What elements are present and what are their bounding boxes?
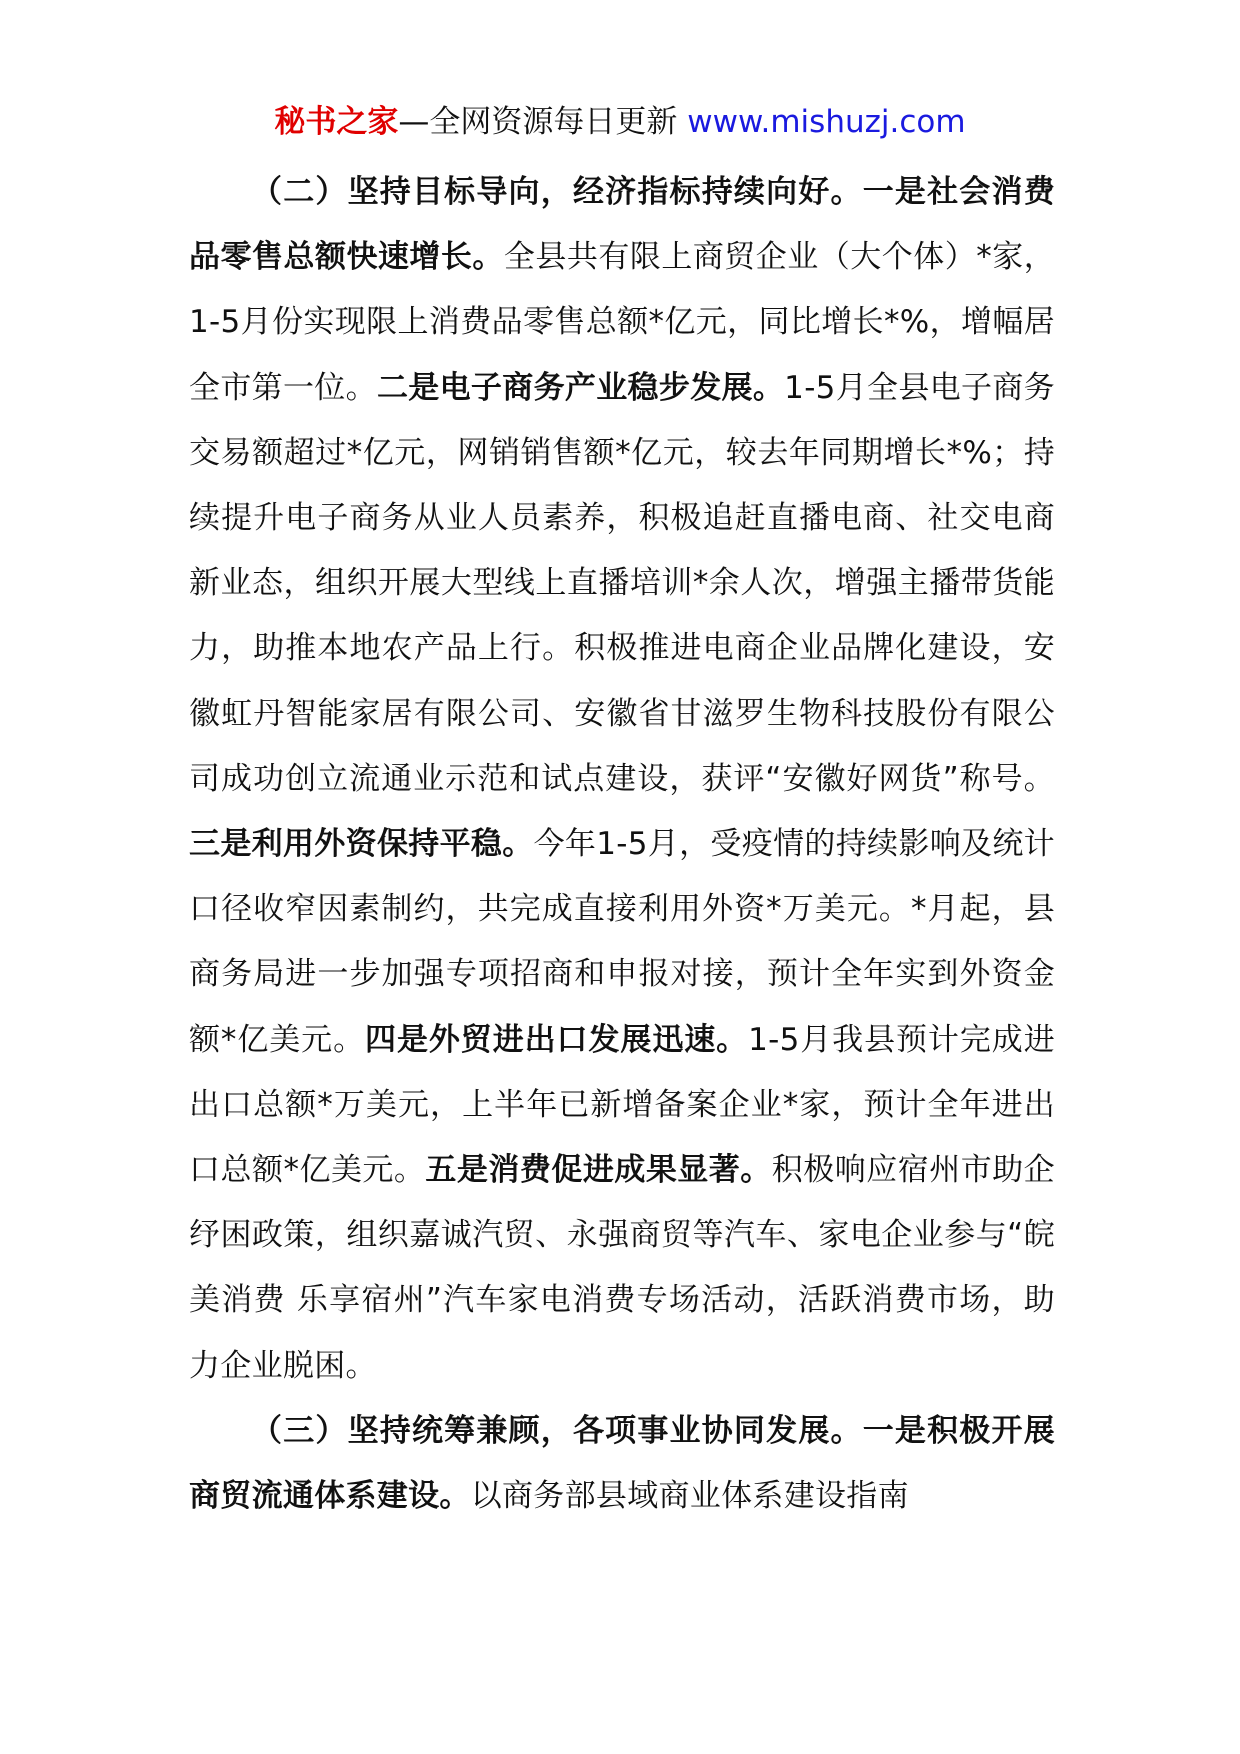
- document-body: [189, 160, 1055, 1529]
- paragraph-section-3: [189, 1399, 1055, 1529]
- point-body-4: 1-5月我县预计完成进出口总额*万美元，上半年已新增备案企业*家，预计全年进出口总额*亿美元。: [189, 1021, 1055, 1189]
- point-heading-3: 三是利用外资保持平稳。: [189, 826, 534, 863]
- point-heading-2: 二是电子商务产业稳步发展。: [376, 369, 785, 406]
- point-heading-4: 四是外贸进出口发展迅速。: [365, 1021, 749, 1058]
- point-body-3-1: 以商务部县域商业体系建设指南: [470, 1478, 909, 1515]
- paragraph-section-2: [189, 160, 1055, 1399]
- point-body-5: 积极响应宿州市助企纾困政策，组织嘉诚汽贸、永强商贸等汽车、家电企业参与“皖美消费 乐享宿州”汽车家电消费专场活动，活跃消费市场，助力企业脱困。: [189, 1152, 1055, 1384]
- site-header: [0, 100, 1240, 144]
- point-body-3: 今年1-5月，受疫情的持续影响及统计口径收窄因素制约，共完成直接利用外资*万美元。*月起，县商务局进一步加强专项招商和申报对接，预计全年实到外资金额*亿美元。: [189, 826, 1055, 1058]
- site-brand: 秘书之家: [274, 104, 399, 140]
- section-heading-2: （二）坚持目标导向，经济指标持续向好。: [251, 174, 863, 210]
- site-tagline: —全网资源每日更新: [398, 104, 688, 140]
- site-url-link[interactable]: www.mishuzj.com: [687, 104, 966, 140]
- point-body-1: 全县共有限上商贸企业（大个体）*家，1-5月份实现限上消费品零售总额*亿元，同比增长*%，增幅居全市第一位。: [189, 239, 1055, 406]
- point-heading-3-1: 一是积极开展商贸流通体系建设。: [189, 1412, 1055, 1515]
- point-heading-1: 一是社会消费品零售总额快速增长。: [189, 174, 1055, 276]
- point-heading-5: 五是消费促进成果显著。: [425, 1152, 772, 1189]
- point-body-2: 1-5月全县电子商务交易额超过*亿元，网销销售额*亿元，较去年同期增长*%；持续提升电子商务从业人员素养，积极追赶直播电商、社交电商新业态，组织开展大型线上直播培训*余人次，增强主播带货能力，助推本地农产品上行。积极推进电商企业品牌化建设，安徽虹丹智能家居有限公司、安徽省甘滋罗生物科技股份有限公司成功创立流通业示范和试点建设，获评“安徽好网货”称号。: [189, 369, 1055, 797]
- section-heading-3: （三）坚持统筹兼顾，各项事业协同发展。: [251, 1412, 863, 1449]
